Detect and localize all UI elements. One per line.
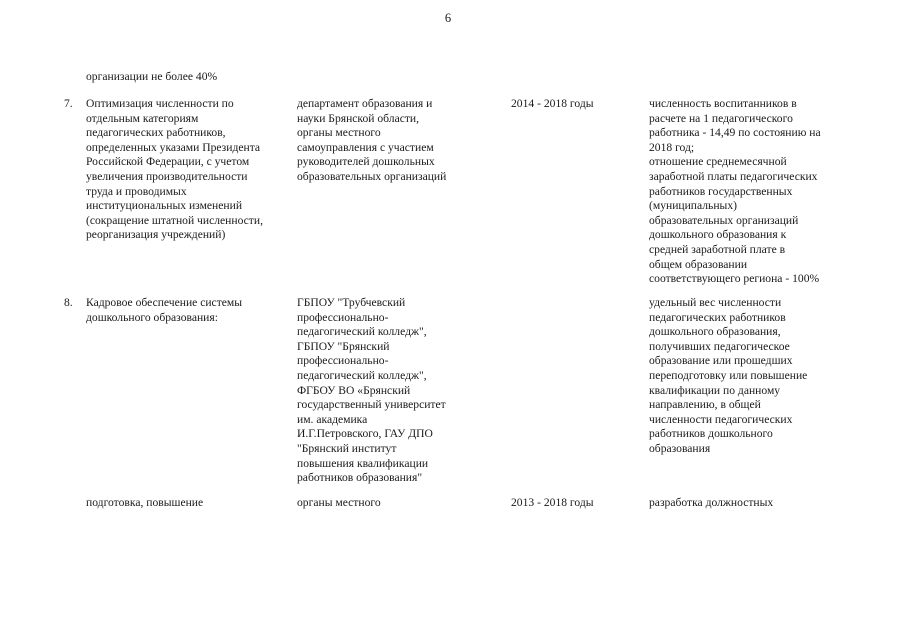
executor [297,296,477,486]
indicator-line: работника - 14,49 по состоянию на [649,126,821,140]
measure-name [86,296,291,325]
executor-line: работников образования" [297,471,423,485]
indicator [649,496,849,511]
measure-name-line: увеличения производительности [86,169,248,183]
indicator-line: педагогических работников [649,310,786,324]
measure-name [86,496,291,511]
measure-name-line: определенных указами Президента [86,140,261,154]
indicator-line: работников государственных [649,184,793,198]
measure-name-line: дошкольного образования: [86,310,218,324]
indicator-line: дошкольного образования, [649,325,781,339]
measure-name-line: отдельным категориям [86,111,199,125]
indicator-line: квалификации по данному [649,383,781,397]
page-number: 6 [444,11,452,25]
executor-line: ФГБОУ ВО «Брянский [297,383,411,397]
measure-name-line: педагогических работников, [86,126,226,140]
measure-name-line: институциональных изменений [86,199,243,213]
executor-line: органы местного [297,126,381,140]
indicator-line: образование или прошедших [649,354,793,368]
executor-line: самоуправления с участием [297,140,434,154]
executor-line: "Брянский институт [297,441,397,455]
indicator [649,296,849,457]
indicator-line: образовательных организаций [649,213,799,227]
indicator-line: (муниципальных) [649,199,737,213]
indicator [649,97,849,287]
continuation-text: организации не более 40% [86,70,218,83]
executor-line: повышения квалификации [297,456,429,470]
indicator-line: численность воспитанников в [649,97,797,110]
indicator-line: получивших педагогическое [649,339,790,353]
executor-line: им. академика [297,412,368,426]
executor-line: государственный университет [297,398,446,412]
indicator-line: численности педагогических [649,412,793,426]
indicator-line: работников дошкольного [649,427,773,441]
indicator-line: разработка должностных [649,496,774,509]
measure-name-line: (сокращение штатной численности, [86,213,263,227]
indicator-line: удельный вес численности [649,296,782,309]
executor-line: профессионально- [297,310,389,324]
executor-line: ГБПОУ "Брянский [297,339,390,353]
executor-line: науки Брянской области, [297,111,420,125]
executor-line: педагогический колледж", [297,368,427,382]
executor-line: руководителей дошкольных [297,155,435,169]
measure-name-line: труда и проводимых [86,184,187,198]
executor-line: департамент образования и [297,97,433,110]
measure-name-line: подготовка, повышение [86,496,204,509]
executor [297,496,477,511]
indicator-line: дошкольного образования к [649,228,787,242]
indicator-line: соответствующего региона - 100% [649,272,820,286]
executor-line: органы местного [297,496,381,509]
measure-name-line: Российской Федерации, с учетом [86,155,250,169]
executor-line: профессионально- [297,354,389,368]
measure-name-line: Кадровое обеспечение системы [86,296,243,309]
row-number: 7. [64,97,73,110]
indicator-line: образования [649,441,711,455]
executor-line: И.Г.Петровского, ГАУ ДПО [297,427,433,441]
measure-name [86,97,291,243]
indicator-line: расчете на 1 педагогического [649,111,793,125]
indicator-line: переподготовку или повышение [649,368,808,382]
indicator-line: 2018 год; [649,140,695,154]
executor-line: ГБПОУ "Трубчевский [297,296,406,309]
indicator-line: заработной платы педагогических [649,169,818,183]
indicator-line: средней заработной плате в [649,242,786,256]
indicator-line: общем образовании [649,257,748,271]
indicator-line: отношение среднемесячной [649,155,787,169]
term: 2013 - 2018 годы [511,496,594,509]
measure-name-line: Оптимизация численности по [86,97,234,110]
executor-line: образовательных организаций [297,169,447,183]
executor [297,97,477,185]
indicator-line: направлению, в общей [649,398,761,412]
executor-line: педагогический колледж", [297,325,427,339]
term: 2014 - 2018 годы [511,97,594,110]
row-number: 8. [64,296,73,309]
measure-name-line: реорганизация учреждений) [86,228,226,242]
